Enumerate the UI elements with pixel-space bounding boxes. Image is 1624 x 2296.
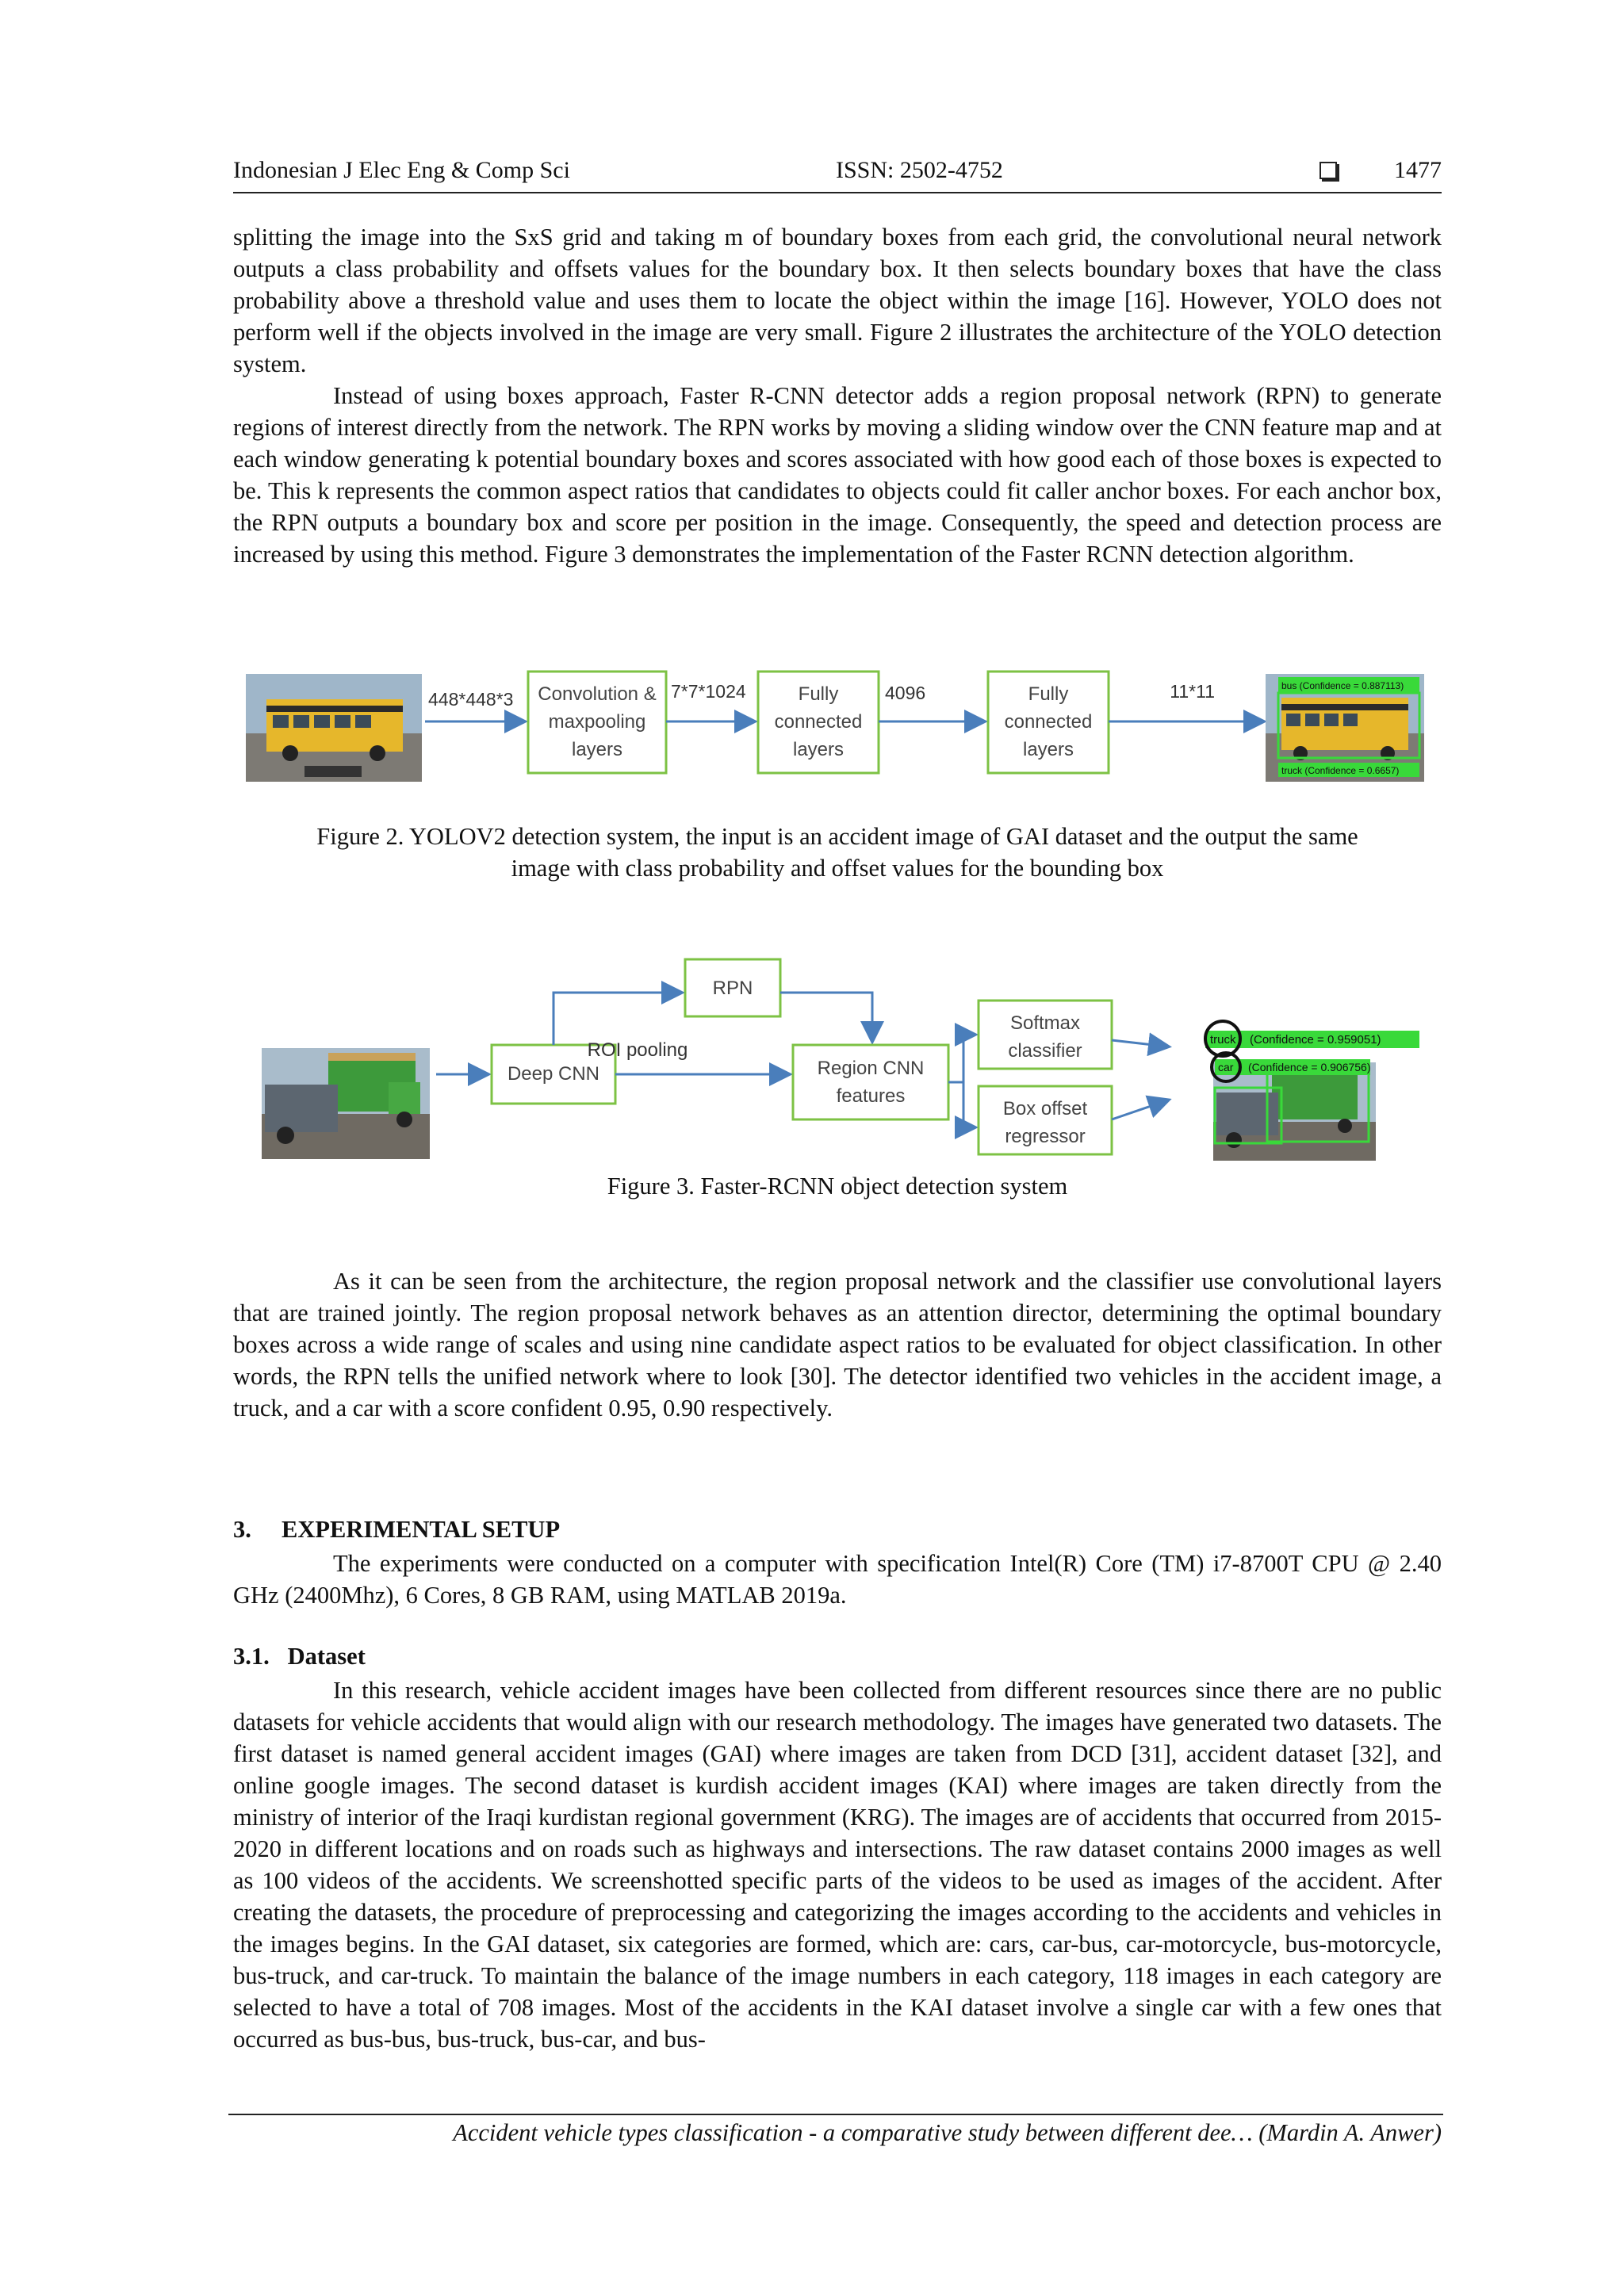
fc1-label-3: layers <box>792 739 845 760</box>
dim-out-label: 11*11 <box>1170 681 1215 702</box>
detection-car-confidence: (Confidence = 0.906756) <box>1248 1061 1371 1073</box>
region-cnn-label-2: features <box>836 1085 906 1107</box>
conv-label-1: Convolution & <box>538 683 657 705</box>
paragraph-faster-rcnn: Instead of using boxes approach, Faster R-CNN detector adds a region proposal network (RPN) to generate regions of interest directly from the network. The RPN works by moving a sliding window over the CNN feature map and at each window generating k potential boundary boxes and scores associated with how good each of those boxes is expected to be. This k represents the common aspect ratios that candidates to objects could fit caller anchor boxes. For each anchor box, the RPN outputs a boundary box and score per position in the image. Consequently, the speed and detection process are increased by using this method. Figure 3 demonstrates the implementation of the Faster RCNN detection algorithm. <box>233 382 1442 568</box>
footer-rule <box>228 2114 1443 2115</box>
softmax-label-1: Softmax <box>1009 1012 1081 1034</box>
figure-2-diagram <box>238 658 1443 801</box>
fc2-label-3: layers <box>1022 739 1074 760</box>
conv-label-3: layers <box>571 739 623 760</box>
output-bus-image <box>1266 674 1424 782</box>
paragraph-yolo: splitting the image into the SxS grid and taking m of boundary boxes from each grid, the convolutional neural network outputs a class probability and offsets values for the boundary box. It then selects boundary boxes that have the class probability above a threshold value and uses them to locate the object within the image [16]. However, YOLO does not perform well if the objects involved in the image are very small. Figure 2 illustrates the architecture of the YOLO detection system. <box>233 224 1442 377</box>
figure-2-caption-line-2: image with class probability and offset values for the bounding box <box>511 855 1164 882</box>
figure-3-caption: Figure 3. Faster-RCNN object detection system <box>607 1173 1068 1200</box>
issn: ISSN: 2502-4752 <box>836 157 1003 183</box>
output-detection-image <box>1212 1053 1376 1161</box>
fc1-label-2: connected <box>774 711 863 733</box>
dim-input-label: 448*448*3 <box>428 689 514 710</box>
paragraph-experimental-setup: The experiments were conducted on a computer with specification Intel(R) Core (TM) i7-8700T CPU @ 2.40 GHz (2400Mhz), 6 Cores, 8 GB RAM, using MATLAB 2019a. <box>233 1550 1442 1609</box>
rpn-label: RPN <box>712 978 753 999</box>
section-3-1-heading: 3.1. Dataset <box>233 1643 366 1670</box>
detection-truck-tag: truck <box>1210 1033 1236 1047</box>
detection-truck-confidence: (Confidence = 0.959051) <box>1250 1033 1381 1047</box>
section-3-heading: 3. EXPERIMENTAL SETUP <box>233 1516 561 1543</box>
running-header <box>233 155 1442 193</box>
box-offset-label-1: Box offset <box>1002 1098 1088 1119</box>
figure-2-caption <box>233 821 1442 884</box>
roi-pooling-label: ROI pooling <box>587 1039 688 1061</box>
fc2-label-1: Fully <box>1028 683 1069 705</box>
figure-3-diagram <box>262 951 1427 1165</box>
detection-car-tag: car <box>1218 1061 1234 1073</box>
fc1-label-1: Fully <box>798 683 839 705</box>
softmax-label-2: classifier <box>1008 1040 1082 1062</box>
figure-2-caption-line-1: Figure 2. YOLOV2 detection system, the input is an accident image of GAI dataset and the output the same <box>316 823 1358 850</box>
paragraph-dataset: In this research, vehicle accident images have been collected from different resources since there are no public datasets for vehicle accidents that would align with our research methodology. The images have generated two datasets. The first dataset is named general accident images (GAI) where images are taken from DCD [31], accident dataset [32], and online google images. The second dataset is kurdish accident images (KAI) where images are taken directly from the ministry of interior of the Iraqi kurdistan regional government (KRG). The images are of accidents that occurred from 2015-2020 in different locations and on roads such as highways and intersections. The raw dataset contains 2000 images as well as 100 videos of the accidents. We screenshotted specific parts of the videos to be used as images of the accident. After creating the datasets, the procedure of preprocessing and categorizing the images according to the accidents and vehicles in the images begins. In the GAI dataset, six categories are formed, which are: cars, car-bus, car-motorcycle, bus-motorcycle, bus-truck, and car-truck. To maintain the balance of the image numbers in each category, 118 images in each category are selected to have a total of 708 images. Most of the accidents in the KAI dataset involve a single car with a few ones that occurred as bus-bus, bus-truck, bus-car, and bus- <box>233 1677 1442 2053</box>
output-tag-bottom: truck (Confidence = 0.6657) <box>1281 765 1400 776</box>
box-offset-label-2: regressor <box>1005 1126 1086 1147</box>
square-bullet-icon <box>1320 162 1337 179</box>
page-number: 1477 <box>1394 157 1442 183</box>
dim-4096-label: 4096 <box>885 683 926 703</box>
running-footer: Accident vehicle types classification - a comparative study between different dee… (Mardin A. Anwer) <box>453 2119 1442 2146</box>
deep-cnn-label: Deep CNN <box>507 1063 600 1085</box>
paragraph-rpn-discussion: As it can be seen from the architecture, the region proposal network and the classifier use convolutional layers that are trained jointly. The region proposal network behaves as an attention director, determining the optimal boundary boxes across a wide range of scales and using nine candidate aspect ratios to be evaluated for object classification. In other words, the RPN tells the unified network where to look [30]. The detector identified two vehicles in the accident image, a truck, and a car with a score confident 0.95, 0.90 respectively. <box>233 1268 1442 1422</box>
output-tag-top: bus (Confidence = 0.887113) <box>1281 680 1404 691</box>
input-accident-image <box>262 1048 430 1159</box>
input-bus-image <box>246 674 422 782</box>
fc2-label-2: connected <box>1004 711 1093 733</box>
conv-label-2: maxpooling <box>548 711 646 733</box>
region-cnn-box <box>793 1045 948 1119</box>
dim-mid-label: 7*7*1024 <box>671 681 746 702</box>
region-cnn-label-1: Region CNN <box>817 1058 925 1079</box>
journal-name: Indonesian J Elec Eng & Comp Sci <box>233 157 570 183</box>
